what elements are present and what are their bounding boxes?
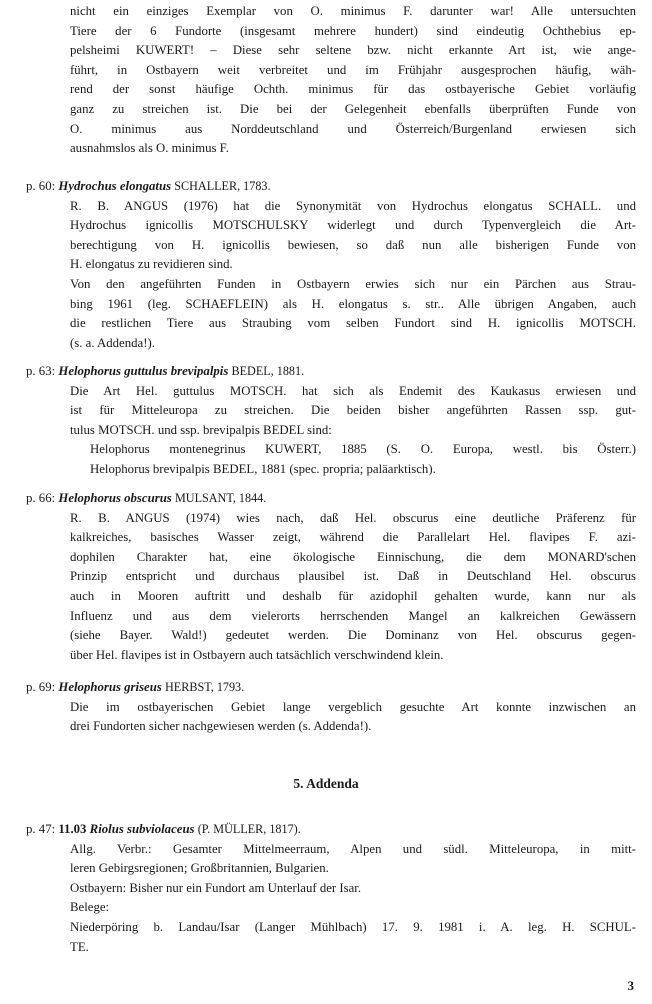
- text-line: (siehe Bayer. Wald!) gedeutet werden. Die Dominanz von Hel. obscurus gegen-: [70, 628, 636, 643]
- text-line: dophilen Charakter hat, eine ökologische Einnischung, die dem MONARD'schen: [70, 549, 636, 564]
- entry-body: [26, 197, 636, 354]
- text-line: tulus MOTSCH. und ssp. brevipalpis BEDEL sind:: [70, 422, 332, 437]
- text-line: Helophorus brevipalpis BEDEL, 1881 (spec. propria; paläarktisch).: [90, 461, 436, 476]
- entry-heading: [26, 820, 636, 840]
- text-line: ist für Mitteleuropa zu streichen. Die beiden bisher angeführten Rassen ssp. gut-: [70, 403, 636, 418]
- text-line: Influenz und aus dem vielerorts herrschenden Mangel an kalkreichen Gewässern: [70, 608, 636, 623]
- text-line: drei Fundorten sicher nachgewiesen werden (s. Addenda!).: [70, 719, 372, 734]
- text-line: leren Gebirgsregionen; Großbritannien, Bulgarien.: [70, 861, 329, 876]
- entry-species: Hydrochus elongatus: [58, 179, 172, 193]
- text-line: ausnahmslos als O. minimus F.: [70, 141, 229, 156]
- entry-body: [26, 840, 636, 958]
- entry-page-ref: p. 69:: [26, 680, 56, 694]
- entry-author: MULSANT, 1844.: [175, 491, 267, 505]
- text-line: O. minimus aus Norddeutschland und Österreich/Burgenland erwiesen sich: [70, 121, 636, 136]
- text-line: auch in Mooren auftritt und deshalb für azidophil gehalten wurde, kann nur als: [70, 588, 636, 603]
- entry-species: Riolus subviolaceus: [89, 822, 195, 836]
- entry-heading: [26, 362, 636, 382]
- addenda-entry: [26, 820, 636, 957]
- entry-species: Helophorus obscurus: [58, 491, 172, 505]
- text-line: Die im ostbayerischen Gebiet lange vergeblich gesuchte Art konnte inzwischen an: [70, 699, 636, 714]
- text-line: Hydrochus ignicollis MOTSCHULSKY widerlegt und durch Typenvergleich die Art-: [70, 218, 636, 233]
- entry-page-ref: p. 63:: [26, 364, 56, 378]
- entry-species: Helophorus guttulus brevipalpis: [58, 364, 229, 378]
- text-line: ganz zu streichen ist. Die bei der Gelegenheit ebenfalls überprüften Funde von: [70, 101, 636, 116]
- entry-author: BEDEL, 1881.: [231, 364, 305, 378]
- text-line: Niederpöring b. Landau/Isar (Langer Mühlbach) 17. 9. 1981 i. A. leg. H. SCHUL-: [70, 919, 636, 934]
- page-number: 3: [627, 978, 634, 993]
- entry-author: HERBST, 1793.: [165, 680, 245, 694]
- text-line: Allg. Verbr.: Gesamter Mittelmeerraum, Alpen und südl. Mitteleuropa, in mitt-: [70, 841, 636, 856]
- text-line: Belege:: [70, 900, 110, 915]
- text-line: H. elongatus zu revidieren sind.: [70, 257, 233, 272]
- text-line: Helophorus montenegrinus KUWERT, 1885 (S. O. Europa, westl. bis Österr.): [90, 442, 636, 457]
- text-line: Tiere der 6 Fundorte (insgesamt mehrere hundert) sind eindeutig Ochthebius ep-: [70, 23, 636, 38]
- text-line: rend der sonst häufige Ochth. minimus für das ostbayerische Gebiet vorläufig: [70, 82, 636, 97]
- entry-heading: [26, 489, 636, 509]
- text-line: nicht ein einziges Exemplar von O. minimus F. darunter war! Alle untersuchten: [70, 4, 636, 18]
- entry-heading: [26, 177, 636, 197]
- text-line: Prinzip entspricht und durchaus plausibel ist. Daß in Deutschland Hel. obscurus: [70, 569, 636, 584]
- text-line: führt, in Ostbayern weit verbreitet und im Frühjahr ausgesprochen häufig, wäh-: [70, 62, 636, 77]
- entry-page-ref: p. 66:: [26, 491, 56, 505]
- text-line: über Hel. flavipes ist in Ostbayern auch tatsächlich verschwindend klein.: [70, 647, 444, 662]
- text-line: Ostbayern: Bisher nur ein Fundort am Unterlauf der Isar.: [70, 880, 362, 895]
- entry-p66: [26, 489, 636, 665]
- text-line: R. B. ANGUS (1974) wies nach, daß Hel. obscurus eine deutliche Präferenz für: [70, 510, 636, 525]
- text-line: TE.: [70, 939, 89, 954]
- entry-page-ref: p. 47:: [26, 822, 56, 836]
- entry-species: Helophorus griseus: [58, 680, 162, 694]
- entry-p69: [26, 678, 636, 737]
- entry-author: SCHALLER, 1783.: [174, 179, 271, 193]
- entry-page-ref: p. 60:: [26, 179, 56, 193]
- entry-body: [26, 698, 636, 737]
- section-title: 5. Addenda: [293, 776, 359, 791]
- entry-heading: [26, 678, 636, 698]
- text-line: bing 1961 (leg. SCHAEFLEIN) als H. elongatus s. str.. Alle übrigen Angaben, auch: [70, 296, 636, 311]
- text-line: Die Art Hel. guttulus MOTSCH. hat sich als Endemit des Kaukasus erwiesen und: [70, 383, 636, 398]
- entry-p63: [26, 362, 636, 480]
- text-line: (s. a. Addenda!).: [70, 335, 155, 350]
- text-line: pelsheimi KUWERT! – Diese sehr seltene bzw. nicht erkannte Art ist, wie ange-: [70, 43, 636, 58]
- intro-paragraph: [70, 2, 636, 159]
- text-line: kalkreiches, basisches Wasser zeigt, während die Parallelart Hel. flavipes F. azi-: [70, 530, 636, 545]
- entry-p60: [26, 177, 636, 353]
- text-line: Von den angeführten Funden in Ostbayern erwies sich nur ein Pärchen aus Strau-: [70, 276, 636, 291]
- text-line: die restlichen Tiere aus Straubing vom selben Fundort sind H. ignicollis MOTSCH.: [70, 316, 636, 331]
- entry-body: [26, 509, 636, 666]
- entry-author: (P. MÜLLER, 1817).: [197, 822, 301, 836]
- entry-body: [26, 382, 636, 480]
- entry-number: 11.03: [58, 822, 87, 836]
- text-line: berechtigung von H. ignicollis bewiesen, so daß nun alle bisherigen Funde von: [70, 237, 636, 252]
- text-line: R. B. ANGUS (1976) hat die Synonymität von Hydrochus elongatus SCHALL. und: [70, 198, 636, 213]
